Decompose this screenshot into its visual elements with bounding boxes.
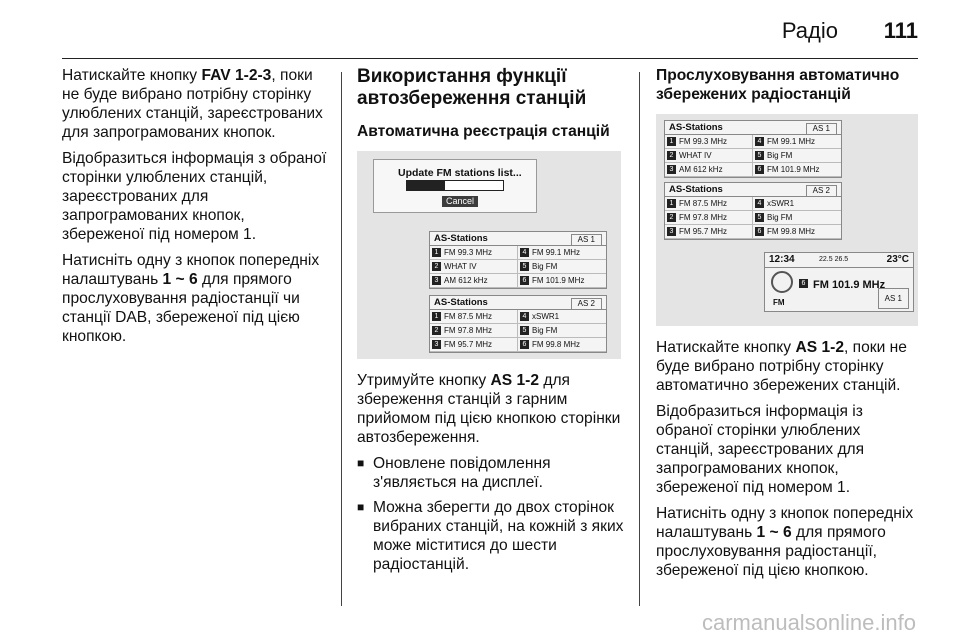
panel-tab: AS 1 [806, 123, 837, 134]
col1-paragraph-2: Відобразиться інформація з обраної сторінки улюблених станцій, зареєстрованих для запрограмованих кнопок, збереженої під номером 1. [62, 150, 327, 243]
preset-number: 1 [667, 137, 676, 146]
station-name: FM 101.9 MHz [813, 279, 886, 291]
progress-track [406, 180, 504, 191]
preset-station: Big FM [532, 326, 558, 335]
radio-antenna-icon [771, 271, 793, 293]
as-stations-panel-1 [664, 120, 842, 178]
preset-number: 6 [755, 227, 764, 236]
bullet-list [357, 454, 629, 574]
preset-station: AM 612 kHz [444, 276, 488, 285]
panel-title: AS-Stations AS 2 [430, 296, 606, 310]
preset-station: WHAT IV [679, 151, 712, 160]
popup-title: Update FM stations list... [398, 167, 522, 179]
preset-number: 4 [520, 312, 529, 321]
preset-station: FM 99.8 MHz [532, 340, 581, 349]
column-divider-1 [341, 72, 342, 606]
panel-tab: AS 2 [806, 185, 837, 196]
preset-number: 6 [520, 276, 529, 285]
preset-station: FM 95.7 MHz [444, 340, 493, 349]
preset-3[interactable] [430, 338, 518, 352]
preset-station: FM 101.9 MHz [767, 165, 820, 174]
bullet-item-2: ■ Можна зберегти до двох сторінок вибраних станцій, на кожній з яких може міститися до шести радіостанцій. [357, 498, 629, 574]
preset-number: 5 [755, 213, 764, 222]
watermark: carmanualsonline.info [701, 610, 916, 635]
preset-number: 4 [520, 248, 529, 257]
as-stations-panel-2 [664, 182, 842, 240]
col3-paragraph-1: Натискайте кнопку AS 1-2, поки не буде вибрано потрібну сторінку автоматично збережених станцій. [656, 339, 907, 394]
preset-4[interactable] [518, 310, 606, 324]
preset-grid [665, 135, 841, 177]
preset-station: FM 99.1 MHz [767, 137, 816, 146]
preset-station: FM 99.8 MHz [767, 227, 816, 236]
column-3 [656, 66, 918, 587]
preset-station: Big FM [532, 262, 558, 271]
as-stations-panel-2 [429, 295, 607, 353]
preset-grid [430, 246, 606, 288]
preset-number: 3 [432, 340, 441, 349]
listening-heading: Прослуховування автоматично збережених радіостанцій [656, 67, 900, 103]
preset-station: FM 101.9 MHz [532, 276, 585, 285]
preset-6[interactable] [518, 338, 606, 352]
preset-number: 3 [667, 227, 676, 236]
radio-display [764, 252, 914, 312]
preset-5[interactable] [518, 324, 606, 338]
preset-number: 2 [432, 326, 441, 335]
col2-paragraph-1: Утримуйте кнопку AS 1-2 для збереження станцій з гарним прийомом під цією кнопкою сторінки автозбереження. [357, 372, 621, 446]
clock: 12:34 [769, 254, 795, 265]
preset-number: 4 [755, 199, 764, 208]
preset-6[interactable] [753, 163, 841, 177]
section-title: Радіо [781, 18, 838, 43]
preset-station: AM 612 kHz [679, 165, 723, 174]
preset-3[interactable] [430, 274, 518, 288]
update-popup [373, 159, 537, 213]
preset-2[interactable] [430, 260, 518, 274]
preset-number: 4 [755, 137, 764, 146]
preset-6[interactable] [518, 274, 606, 288]
figure-auto-stored-list [656, 114, 918, 326]
preset-1[interactable] [665, 135, 753, 149]
subsection-heading: Автоматична реєстрація станцій [357, 123, 610, 140]
panel-tab: AS 1 [571, 234, 602, 245]
preset-station: FM 87.5 MHz [444, 312, 493, 321]
panel-title: AS-Stations AS 1 [665, 121, 841, 135]
preset-grid [430, 310, 606, 352]
preset-number: 5 [755, 151, 764, 160]
preset-number: 2 [667, 151, 676, 160]
preset-station: FM 97.8 MHz [444, 326, 493, 335]
climate-info: 22.5 26.5 [819, 256, 849, 263]
preset-number: 1 [432, 312, 441, 321]
preset-1[interactable] [430, 246, 518, 260]
band-label: FM [773, 298, 785, 307]
preset-4[interactable] [518, 246, 606, 260]
column-divider-2 [639, 72, 640, 606]
temperature: 23°C [886, 254, 909, 265]
preset-number: 3 [432, 276, 441, 285]
col1-paragraph-1: Натискайте кнопку FAV 1-2-3, поки не буде вибрано потрібну сторінку улюблених станцій, зареєстрованих для запрограмованих кнопок. [62, 67, 323, 141]
preset-station: WHAT IV [444, 262, 477, 271]
panel-title: AS-Stations AS 2 [665, 183, 841, 197]
preset-number: 3 [667, 165, 676, 174]
preset-number: 5 [520, 326, 529, 335]
preset-3[interactable] [665, 163, 753, 177]
panel-tab: AS 2 [571, 298, 602, 309]
preset-station: xSWR1 [767, 199, 795, 208]
panel-title: AS-Stations AS 1 [430, 232, 606, 246]
preset-number: 6 [520, 340, 529, 349]
preset-6[interactable] [753, 225, 841, 239]
progress-fill [407, 181, 445, 190]
preset-5[interactable] [518, 260, 606, 274]
preset-1[interactable] [665, 197, 753, 211]
preset-station: FM 99.3 MHz [444, 248, 493, 257]
preset-station: FM 97.8 MHz [679, 213, 728, 222]
col3-paragraph-3: Натисніть одну з кнопок попередніх налаштувань 1 ~ 6 для прямого прослуховування радіостанції, збереженої під цією кнопкою. [656, 505, 914, 579]
display-status-bar [765, 253, 913, 268]
preset-station: Big FM [767, 151, 793, 160]
preset-5[interactable] [753, 149, 841, 163]
preset-station: FM 87.5 MHz [679, 199, 728, 208]
preset-5[interactable] [753, 211, 841, 225]
preset-2[interactable] [665, 149, 753, 163]
preset-number: 2 [432, 262, 441, 271]
station-number: 6 [799, 279, 808, 288]
preset-4[interactable] [753, 197, 841, 211]
header-rule [62, 58, 918, 59]
preset-grid [665, 197, 841, 239]
page-number: 111 [883, 18, 918, 43]
preset-number: 1 [432, 248, 441, 257]
preset-1[interactable] [430, 310, 518, 324]
section-heading: Використання функції автозбереження станцій [357, 66, 587, 109]
preset-number: 6 [755, 165, 764, 174]
preset-2[interactable] [665, 211, 753, 225]
cancel-button[interactable]: Cancel [442, 196, 478, 207]
preset-station: FM 95.7 MHz [679, 227, 728, 236]
preset-3[interactable] [665, 225, 753, 239]
bullet-item-1: ■ Оновлене повідомлення з'являється на дисплеї. [357, 454, 629, 492]
as-tab: AS 1 [878, 288, 909, 309]
figure-auto-store [357, 151, 621, 359]
preset-station: FM 99.1 MHz [532, 248, 581, 257]
preset-number: 1 [667, 199, 676, 208]
preset-2[interactable] [430, 324, 518, 338]
col3-paragraph-2: Відобразиться інформація із обраної сторінки улюблених станцій, зареєстрованих для запрограмованих кнопок, збереженої під номером 1. [656, 403, 865, 496]
col1-paragraph-3: Натисніть одну з кнопок попередніх налаштувань 1 ~ 6 для прямого прослуховування радіостанції чи станції DAB, збереженої під цією кнопкою. [62, 252, 320, 345]
preset-4[interactable] [753, 135, 841, 149]
preset-number: 5 [520, 262, 529, 271]
column-1 [62, 66, 330, 353]
preset-station: Big FM [767, 213, 793, 222]
preset-station: xSWR1 [532, 312, 560, 321]
column-2 [357, 66, 629, 580]
as-stations-panel-1 [429, 231, 607, 289]
preset-number: 2 [667, 213, 676, 222]
preset-station: FM 99.3 MHz [679, 137, 728, 146]
